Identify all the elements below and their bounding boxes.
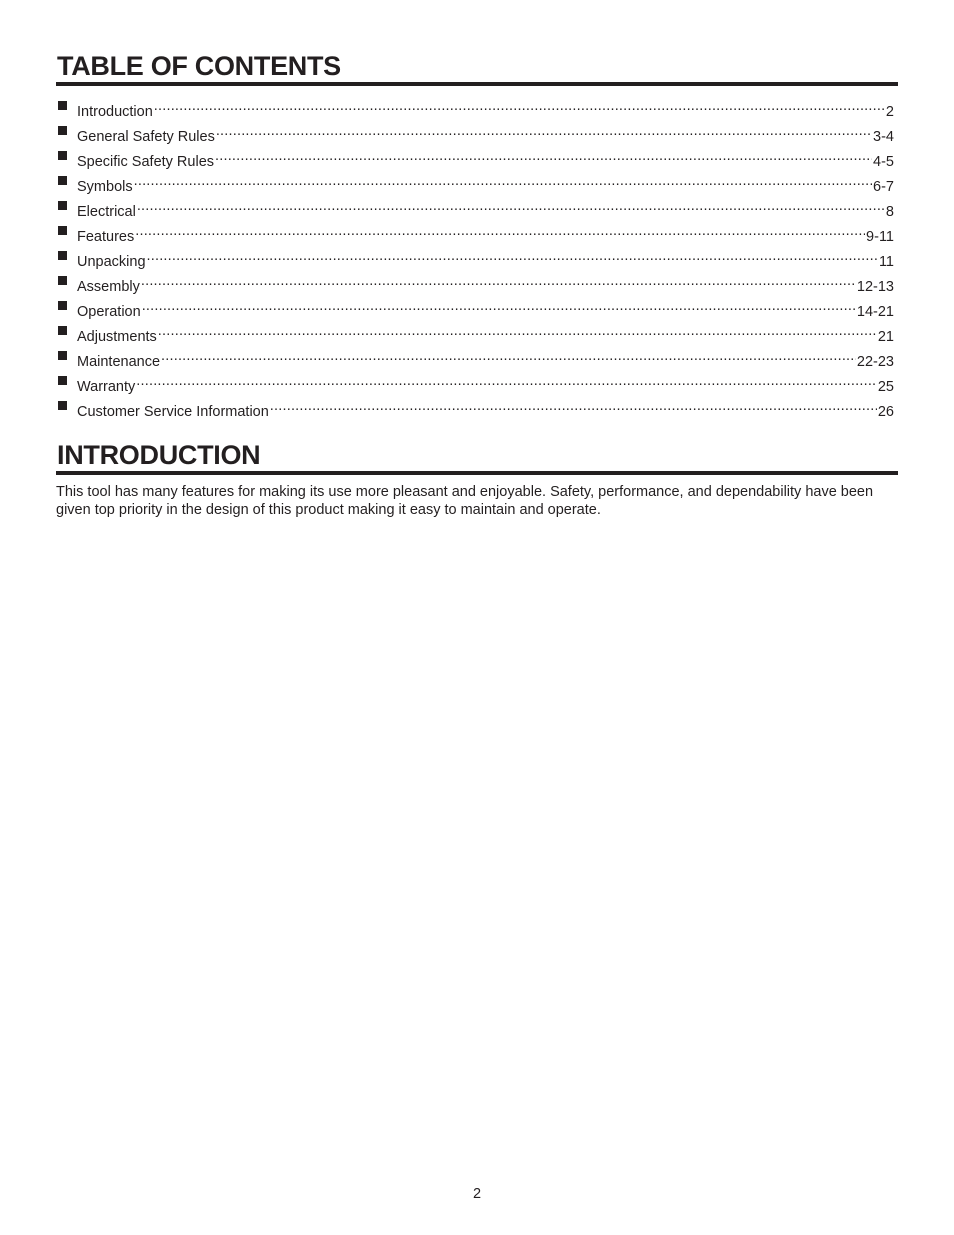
- toc-entry-maintenance[interactable]: [56, 346, 898, 371]
- toc-entry-title: Maintenance: [77, 354, 161, 370]
- dot-leader: [158, 321, 877, 341]
- toc-entry-page: 11: [878, 254, 894, 270]
- square-bullet-icon: [58, 251, 67, 260]
- dot-leader: [154, 96, 885, 116]
- toc-entry-page: 21: [877, 329, 894, 345]
- toc-entry-adjustments[interactable]: [56, 321, 898, 346]
- square-bullet-icon: [58, 276, 67, 285]
- toc-entry-customer-service-information[interactable]: [56, 396, 898, 421]
- square-bullet-icon: [58, 226, 67, 235]
- toc-entry-symbols[interactable]: [56, 171, 898, 196]
- toc-entry-page: 22-23: [856, 354, 894, 370]
- dot-leader: [134, 171, 872, 191]
- dot-leader: [141, 271, 856, 291]
- toc-entry-page: 6-7: [873, 179, 894, 195]
- toc-entry-page: 9-11: [866, 229, 894, 245]
- toc-entry-title: Electrical: [77, 204, 136, 220]
- square-bullet-icon: [58, 201, 67, 210]
- toc-entry-title: Unpacking: [77, 254, 146, 270]
- toc-entry-title: Customer Service Information: [77, 404, 269, 420]
- toc-entry-title: Assembly: [77, 279, 140, 295]
- toc-entry-page: 4-5: [873, 154, 894, 170]
- toc-entry-assembly[interactable]: [56, 271, 898, 296]
- dot-leader: [142, 296, 856, 316]
- square-bullet-icon: [58, 301, 67, 310]
- toc-entry-features[interactable]: [56, 221, 898, 246]
- toc-entry-general-safety-rules[interactable]: [56, 121, 898, 146]
- dot-leader: [215, 146, 872, 166]
- manual-page: [56, 50, 898, 519]
- toc-entry-operation[interactable]: [56, 296, 898, 321]
- toc-entry-title: Adjustments: [77, 329, 157, 345]
- toc-entry-title: General Safety Rules: [77, 129, 215, 145]
- dot-leader: [270, 396, 877, 416]
- toc-entry-introduction[interactable]: [56, 96, 898, 121]
- toc-entry-electrical[interactable]: [56, 196, 898, 221]
- toc-entry-warranty[interactable]: [56, 371, 898, 396]
- square-bullet-icon: [58, 126, 67, 135]
- toc-entry-page: 3-4: [873, 129, 894, 145]
- toc-entry-title: Specific Safety Rules: [77, 154, 215, 170]
- introduction-heading: INTRODUCTION: [56, 439, 898, 475]
- toc-entry-page: 2: [885, 104, 894, 120]
- dot-leader: [137, 196, 885, 216]
- toc-entry-page: 14-21: [856, 304, 894, 320]
- dot-leader: [147, 246, 878, 266]
- toc-entry-unpacking[interactable]: [56, 246, 898, 271]
- toc-entry-page: 25: [877, 379, 894, 395]
- toc-entry-title: Warranty: [77, 379, 136, 395]
- square-bullet-icon: [58, 401, 67, 410]
- toc-list: [56, 96, 898, 421]
- dot-leader: [135, 221, 865, 241]
- toc-entry-title: Symbols: [77, 179, 133, 195]
- toc-entry-page: 12-13: [856, 279, 894, 295]
- square-bullet-icon: [58, 101, 67, 110]
- toc-entry-title: Operation: [77, 304, 141, 320]
- toc-entry-title: Introduction: [77, 104, 153, 120]
- toc-entry-page: 26: [877, 404, 894, 420]
- dot-leader: [161, 346, 856, 366]
- introduction-paragraph: This tool has many features for making its use more pleasant and enjoyable. Safety, performance, and dependability have been given top priority in the design of this product making it easy to maintain and operate.: [56, 484, 874, 518]
- toc-entry-specific-safety-rules[interactable]: [56, 146, 898, 171]
- toc-entry-title: Features: [77, 229, 135, 245]
- page-number: 2: [472, 1186, 482, 1202]
- square-bullet-icon: [58, 151, 67, 160]
- square-bullet-icon: [58, 351, 67, 360]
- square-bullet-icon: [58, 326, 67, 335]
- dot-leader: [216, 121, 872, 141]
- toc-entry-page: 8: [885, 204, 894, 220]
- toc-heading: TABLE OF CONTENTS: [56, 50, 898, 86]
- dot-leader: [136, 371, 877, 391]
- square-bullet-icon: [58, 376, 67, 385]
- square-bullet-icon: [58, 176, 67, 185]
